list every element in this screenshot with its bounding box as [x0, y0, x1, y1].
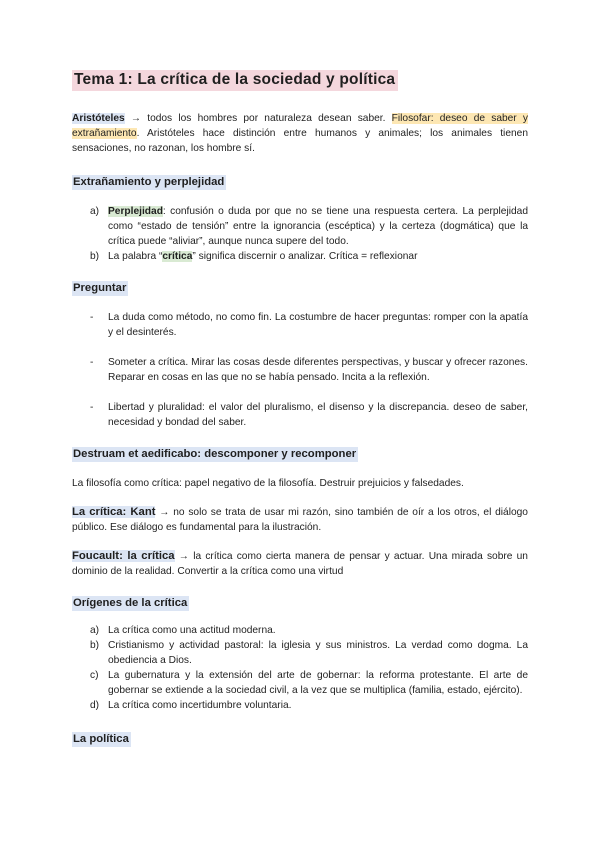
intro-term: Aristóteles — [72, 113, 125, 124]
kant-paragraph — [72, 505, 528, 535]
section-origenes — [72, 593, 528, 611]
origenes-list — [72, 623, 528, 713]
list-marker: c) — [90, 670, 99, 681]
list-item — [72, 249, 528, 264]
list-item-text: : confusión o duda por que no se tiene una respuesta certera. La perplejidad como “estado de tensión” entre la ignorancia (escéptica) y la certeza (dogmática) que la crítica puede “aliviar”, aunque nunca supere del todo. — [108, 206, 528, 247]
list-item — [72, 638, 528, 668]
list-item — [72, 355, 528, 385]
list-marker: a) — [90, 625, 100, 636]
list-item — [72, 310, 528, 340]
kant-text: no solo se trata de usar mi razón, sino también de oír a los otros, el diálogo público. Ese diálogo es fundamental para la ilustración. — [72, 507, 528, 533]
section-heading: La política — [73, 733, 129, 745]
list-item — [72, 623, 528, 638]
list-item-pre: La palabra “ — [108, 251, 163, 262]
foucault-paragraph — [72, 549, 528, 579]
kant-arrow: → — [155, 507, 174, 518]
kant-term: La crítica: Kant — [72, 506, 156, 518]
list-item-text: La crítica como una actitud moderna. — [108, 625, 276, 636]
section-heading: Extrañamiento y perplejidad — [73, 176, 225, 188]
foucault-term: Foucault: la crítica — [72, 550, 175, 562]
list-item — [72, 698, 528, 713]
section-preguntar — [72, 278, 528, 296]
list-item-text: La duda como método, no como fin. La costumbre de hacer preguntas: romper con la apatía y el desinterés. — [108, 312, 528, 338]
list-marker: - — [90, 402, 94, 413]
section-heading: Preguntar — [73, 282, 127, 294]
intro-text-2: . Aristóteles hace distinción entre humanos y animales; los animales tienen sensaciones, no razonan, los hombre sí. — [72, 128, 528, 154]
list-marker: a) — [90, 206, 100, 217]
list-item-text: Libertad y pluralidad: el valor del pluralismo, el disenso y la discrepancia. deseo de saber, necesidad y bondad del saber. — [108, 402, 528, 428]
list-marker: b) — [90, 251, 100, 262]
intro-text-1: todos los hombres por naturaleza desean saber. — [147, 113, 392, 124]
foucault-text: la crítica como cierta manera de pensar y actuar. Una mirada sobre un dominio de la realidad. Convertir a la crítica como una virtud — [72, 551, 528, 577]
document-page — [72, 70, 528, 747]
intro-arrow: → — [124, 113, 148, 124]
intro-highlight: Filosofar: deseo de saber y extrañamiento — [72, 113, 528, 139]
page-title: Tema 1: La crítica de la sociedad y política — [72, 70, 398, 91]
destruam-paragraph: La filosofía como crítica: papel negativo de la filosofía. Destruir prejuicios y falsedades. — [72, 478, 464, 489]
section-destruam — [72, 444, 528, 462]
list-item-text: La crítica como incertidumbre voluntaria. — [108, 700, 292, 711]
list-item-text: Cristianismo y actividad pastoral: la iglesia y sus ministros. La verdad como dogma. La obediencia a Dios. — [108, 640, 528, 666]
list-marker: - — [90, 312, 94, 323]
list-item-text: La gubernatura y la extensión del arte de gobernar: la reforma protestante. El arte de gobernar se extiende a la sociedad civil, a la vez que se multiplica (familia, estado, ejército). — [108, 670, 528, 696]
section-extranamiento — [72, 172, 528, 190]
list-item-term: crítica — [162, 251, 193, 262]
intro-paragraph — [72, 111, 528, 156]
list-item-term: Perplejidad — [108, 206, 163, 217]
section-politica — [72, 729, 528, 747]
list-item-text: Someter a crítica. Mirar las cosas desde diferentes perspectivas, y buscar y ofrecer razones. Reparar en cosas en las que no se había pensado. Incita a la reflexión. — [108, 357, 528, 383]
preguntar-list — [72, 310, 528, 430]
foucault-arrow: → — [174, 551, 194, 562]
perplejidad-list — [72, 204, 528, 264]
list-item — [72, 400, 528, 430]
list-marker: - — [90, 357, 94, 368]
list-item — [72, 668, 528, 698]
list-item — [72, 204, 528, 249]
list-marker: b) — [90, 640, 100, 651]
list-marker: d) — [90, 700, 100, 711]
list-item-text: ” significa discernir o analizar. Crítica = reflexionar — [192, 251, 418, 262]
section-heading: Destruam et aedificabo: descomponer y recomponer — [73, 448, 357, 460]
section-heading: Orígenes de la crítica — [73, 597, 188, 609]
